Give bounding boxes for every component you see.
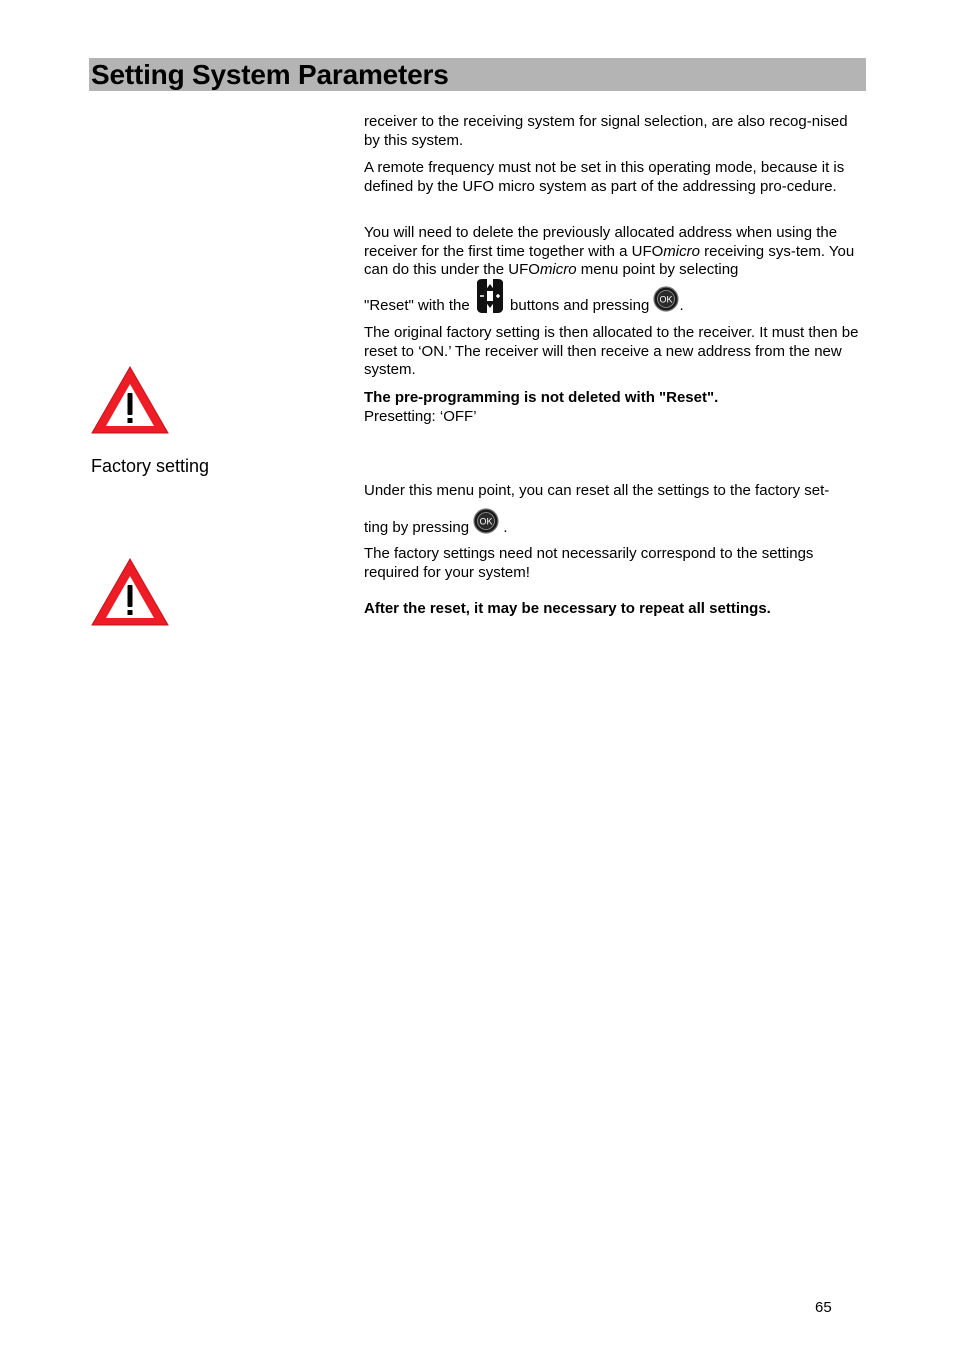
svg-text:OK: OK	[659, 294, 673, 305]
p6-text-a: Under this menu point, you can reset all the settings to the factory set-	[364, 482, 830, 499]
paragraph-8: After the reset, it may be necessary to repeat all settings.	[364, 600, 771, 617]
factory-setting-label: Factory setting	[91, 456, 210, 476]
p3-text-e: menu point by selecting	[576, 261, 739, 278]
warning-triangle-icon	[90, 557, 170, 627]
paragraph-5	[364, 389, 864, 426]
paragraph-6-pressing-line	[364, 508, 864, 548]
paragraph-3-reset-line	[364, 278, 864, 328]
page-header	[89, 58, 866, 91]
p3-text-a: You will need to delete the previously allocated address when using the receiver for the first time together with a UFO	[364, 224, 838, 260]
p5-presetting: Presetting: ‘OFF’	[364, 407, 477, 425]
paragraph-4: The original factory setting is then allocated to the receiver. It must then be reset to ‘ON.’ The receiver will then receive a new address from the new system.	[364, 324, 859, 378]
svg-text:OK: OK	[479, 516, 493, 527]
page-number: 65	[815, 1299, 832, 1316]
p5-bold: The pre-programming is not deleted with "Reset".	[364, 389, 719, 406]
warning-triangle-icon	[90, 365, 170, 435]
p3-text-c: receiving sys-tem. You can do this under the UFO	[364, 242, 855, 278]
page-title: Setting System Parameters	[91, 59, 449, 90]
paragraph-6	[364, 482, 864, 501]
paragraph-2: A remote frequency must not be set in this operating mode, because it is defined by the UFO micro system as part of the addressing pro-cedure.	[364, 159, 845, 195]
paragraph-7: The factory settings need not necessarily correspond to the settings required for your system!	[364, 545, 814, 581]
p3-text-h: .	[679, 297, 684, 314]
paragraph-1: receiver to the receiving system for signal selection, are also recog-nised by this system.	[364, 113, 848, 149]
p3-micro-2: micro	[539, 261, 577, 278]
paragraph-3	[364, 224, 864, 280]
up-down-arrow-buttons-icon	[474, 278, 506, 328]
ok-button-icon	[653, 286, 679, 326]
p3-text-f: "Reset" with the	[364, 297, 474, 314]
p6-text-c: .	[499, 519, 508, 536]
p3-text-g: buttons and pressing	[505, 297, 654, 314]
p3-micro-1: micro	[663, 242, 700, 260]
ok-button-icon	[473, 508, 499, 548]
p6-text-b: ting by pressing	[364, 519, 474, 536]
